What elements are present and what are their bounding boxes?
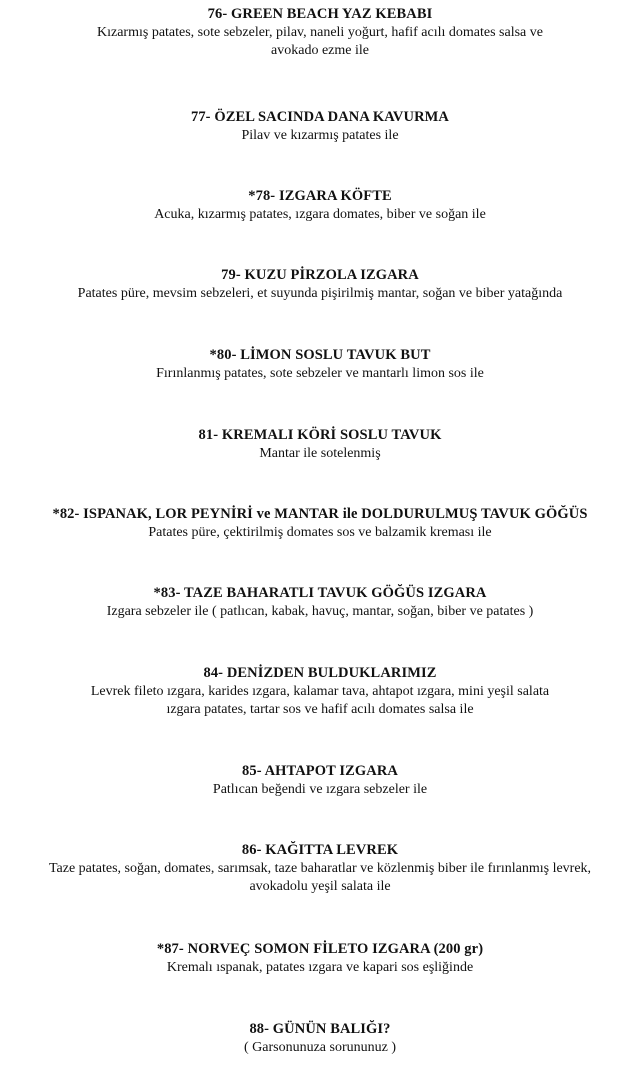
menu-item: [0, 762, 640, 799]
menu-item-description: Izgara sebzeler ile ( patlıcan, kabak, havuç, mantar, soğan, biber ve patates ): [106, 604, 534, 619]
menu-item-description: Patates püre, çektirilmiş domates sos ve balzamik kreması ile: [148, 525, 492, 540]
menu-item-description: Levrek fileto ızgara, karides ızgara, kalamar tava, ahtapot ızgara, mini yeşil salata: [90, 684, 550, 699]
menu-item-title: 77- ÖZEL SACINDA DANA KAVURMA: [190, 109, 450, 125]
menu-item-description: ızgara patates, tartar sos ve hafif acılı domates salsa ile: [166, 702, 474, 717]
menu-item-description: avokadolu yeşil salata ile: [249, 879, 391, 894]
menu-item: [0, 108, 640, 145]
menu-item-title: 76- GREEN BEACH YAZ KEBABI: [207, 6, 433, 22]
menu-item: [0, 426, 640, 463]
menu-item-title: *80- LİMON SOSLU TAVUK BUT: [209, 347, 431, 363]
menu-item-title: *82- ISPANAK, LOR PEYNİRİ ve MANTAR ile DOLDURULMUŞ TAVUK GÖĞÜS: [52, 506, 588, 522]
menu-item-description: Taze patates, soğan, domates, sarımsak, taze baharatlar ve közlenmiş biber ile fırınlanmış levrek,: [48, 861, 592, 876]
menu-item-title: *83- TAZE BAHARATLI TAVUK GÖĞÜS IZGARA: [153, 585, 487, 601]
menu-item-title: 86- KAĞITTA LEVREK: [241, 842, 399, 858]
menu-item: [0, 664, 640, 719]
menu-item-description: ( Garsonunuza sorununuz ): [243, 1040, 396, 1055]
menu-item-title: 84- DENİZDEN BULDUKLARIMIZ: [203, 665, 437, 681]
menu-item-description: Acuka, kızarmış patates, ızgara domates, biber ve soğan ile: [154, 207, 486, 222]
menu-item-description: Patlıcan beğendi ve ızgara sebzeler ile: [212, 782, 428, 797]
menu-item-title: 88- GÜNÜN BALIĞI?: [249, 1021, 391, 1037]
menu-item-description: Mantar ile sotelenmiş: [259, 446, 381, 461]
menu-item-title: 85- AHTAPOT IZGARA: [242, 763, 398, 779]
menu-item-description: Patates püre, mevsim sebzeleri, et suyunda pişirilmiş mantar, soğan ve biber yatağında: [77, 286, 563, 301]
menu-item: [0, 187, 640, 224]
menu-item-title: 81- KREMALI KÖRİ SOSLU TAVUK: [198, 427, 442, 443]
menu-item-description: avokado ezme ile: [271, 43, 369, 58]
menu-item: [0, 940, 640, 977]
menu-item: [0, 505, 640, 542]
menu-item: [0, 841, 640, 896]
menu-item-description: Pilav ve kızarmış patates ile: [241, 128, 399, 143]
menu-item: [0, 584, 640, 621]
menu-item-description: Fırınlanmış patates, sote sebzeler ve mantarlı limon sos ile: [156, 366, 484, 381]
menu-item-description: Kızarmış patates, sote sebzeler, pilav, naneli yoğurt, hafif acılı domates salsa ve: [97, 25, 543, 40]
menu-item: [0, 266, 640, 303]
menu-item-title: 79- KUZU PİRZOLA IZGARA: [221, 267, 419, 283]
menu-item: [0, 1020, 640, 1057]
menu-item: [0, 346, 640, 383]
menu-item-title: *87- NORVEÇ SOMON FİLETO IZGARA (200 gr): [156, 941, 484, 957]
menu-item-description: Kremalı ıspanak, patates ızgara ve kapari sos eşliğinde: [166, 960, 474, 975]
menu-item-title: *78- IZGARA KÖFTE: [248, 188, 392, 204]
menu-item: [0, 5, 640, 60]
